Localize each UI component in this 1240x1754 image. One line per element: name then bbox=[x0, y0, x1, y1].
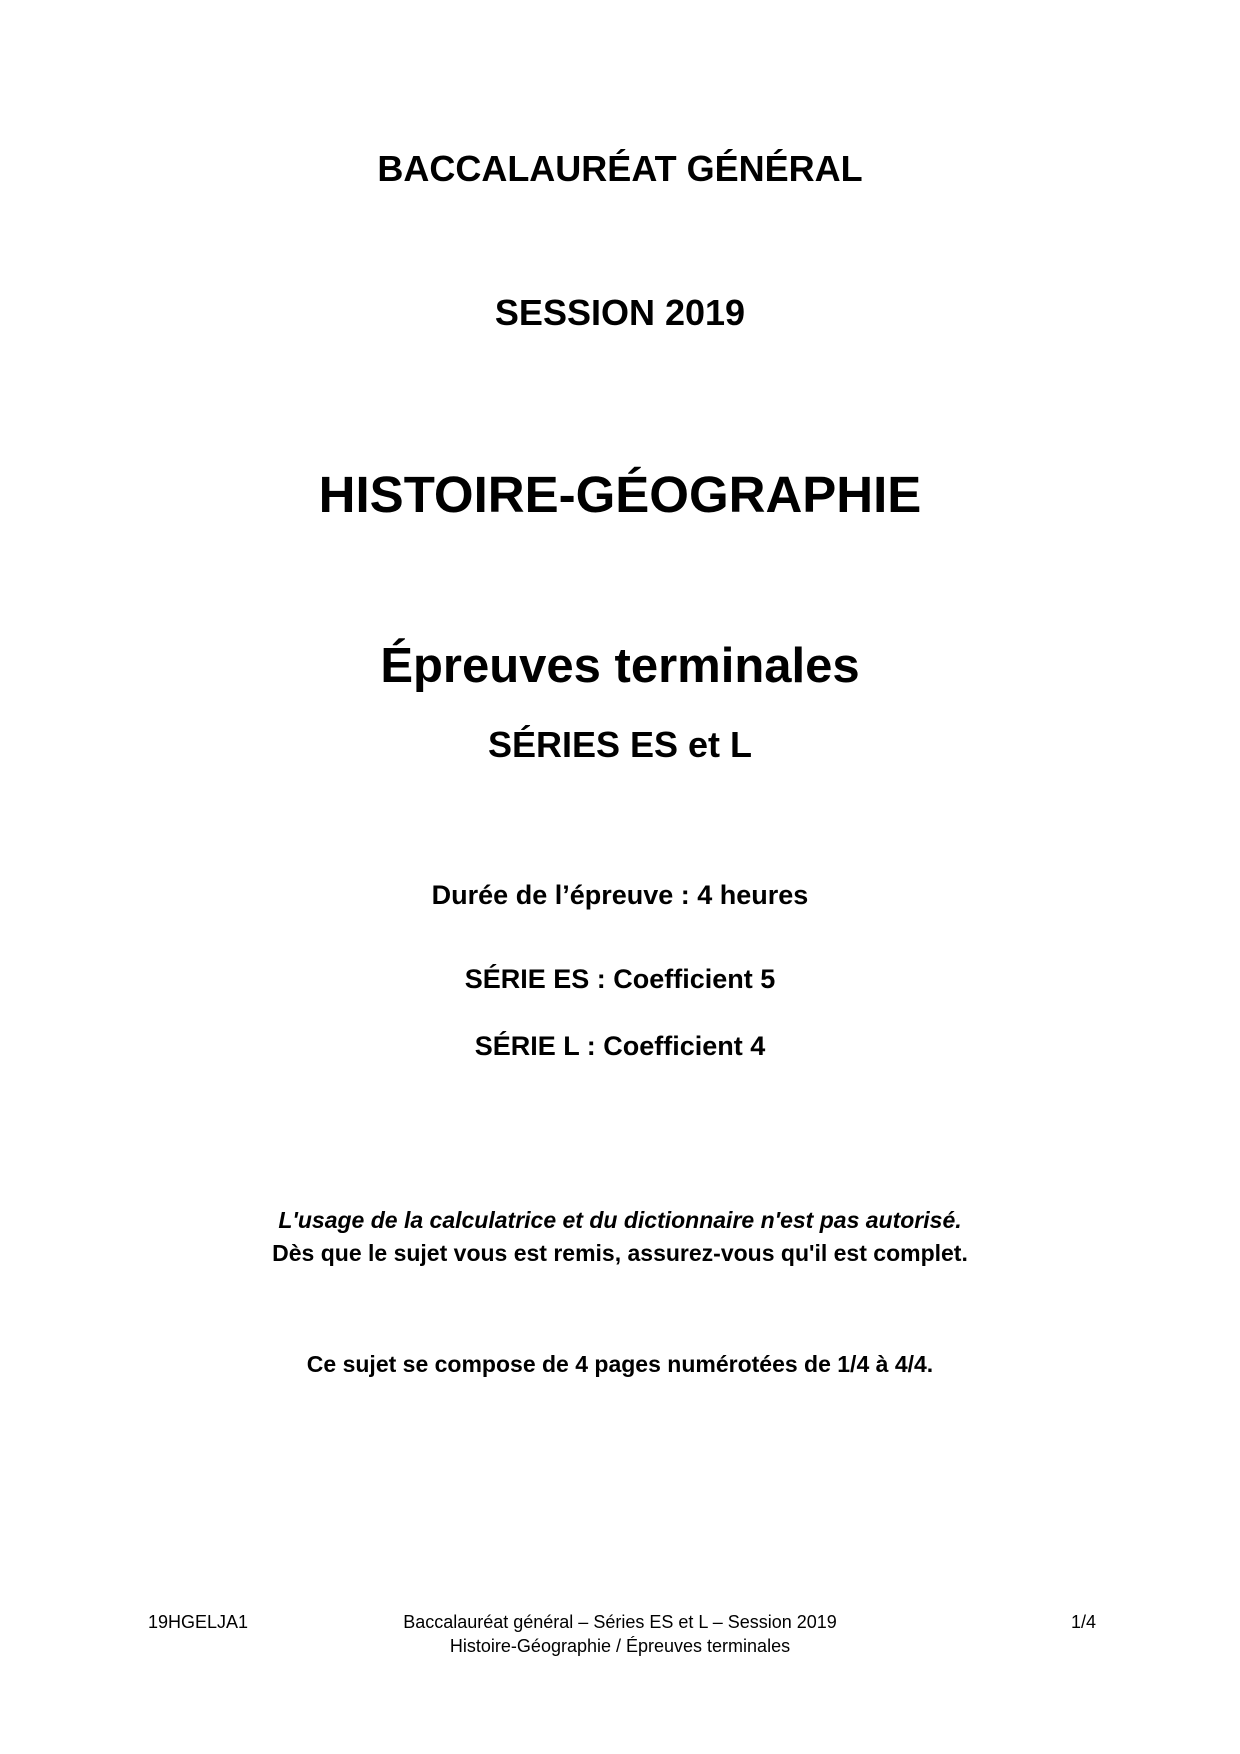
footer-subject-line: Histoire-Géographie / Épreuves terminales bbox=[449, 1636, 791, 1656]
coefficient-l-text: SÉRIE L : Coefficient 4 bbox=[474, 1031, 766, 1061]
session-title: SESSION 2019 bbox=[494, 292, 746, 333]
subject-title: HISTOIRE-GÉOGRAPHIE bbox=[318, 466, 922, 523]
series-title: SÉRIES ES et L bbox=[487, 724, 753, 765]
epreuves-title: Épreuves terminales bbox=[380, 639, 860, 693]
footer-page-number: 1/4 bbox=[1071, 1612, 1097, 1632]
footer-exam-line: Baccalauréat général – Séries ES et L – Session 2019 bbox=[403, 1612, 837, 1632]
footer-code: 19HGELJA1 bbox=[148, 1612, 249, 1632]
page-count-notice: Ce sujet se compose de 4 pages numérotées de 1/4 à 4/4. bbox=[306, 1351, 934, 1377]
coefficient-es-text: SÉRIE ES : Coefficient 5 bbox=[464, 964, 776, 994]
duration-text: Durée de l’épreuve : 4 heures bbox=[431, 880, 809, 910]
completeness-notice: Dès que le sujet vous est remis, assurez-vous qu'il est complet. bbox=[272, 1240, 968, 1266]
calculator-notice: L'usage de la calculatrice et du dictionnaire n'est pas autorisé. bbox=[278, 1207, 962, 1233]
exam-type-title: BACCALAURÉAT GÉNÉRAL bbox=[377, 148, 863, 189]
